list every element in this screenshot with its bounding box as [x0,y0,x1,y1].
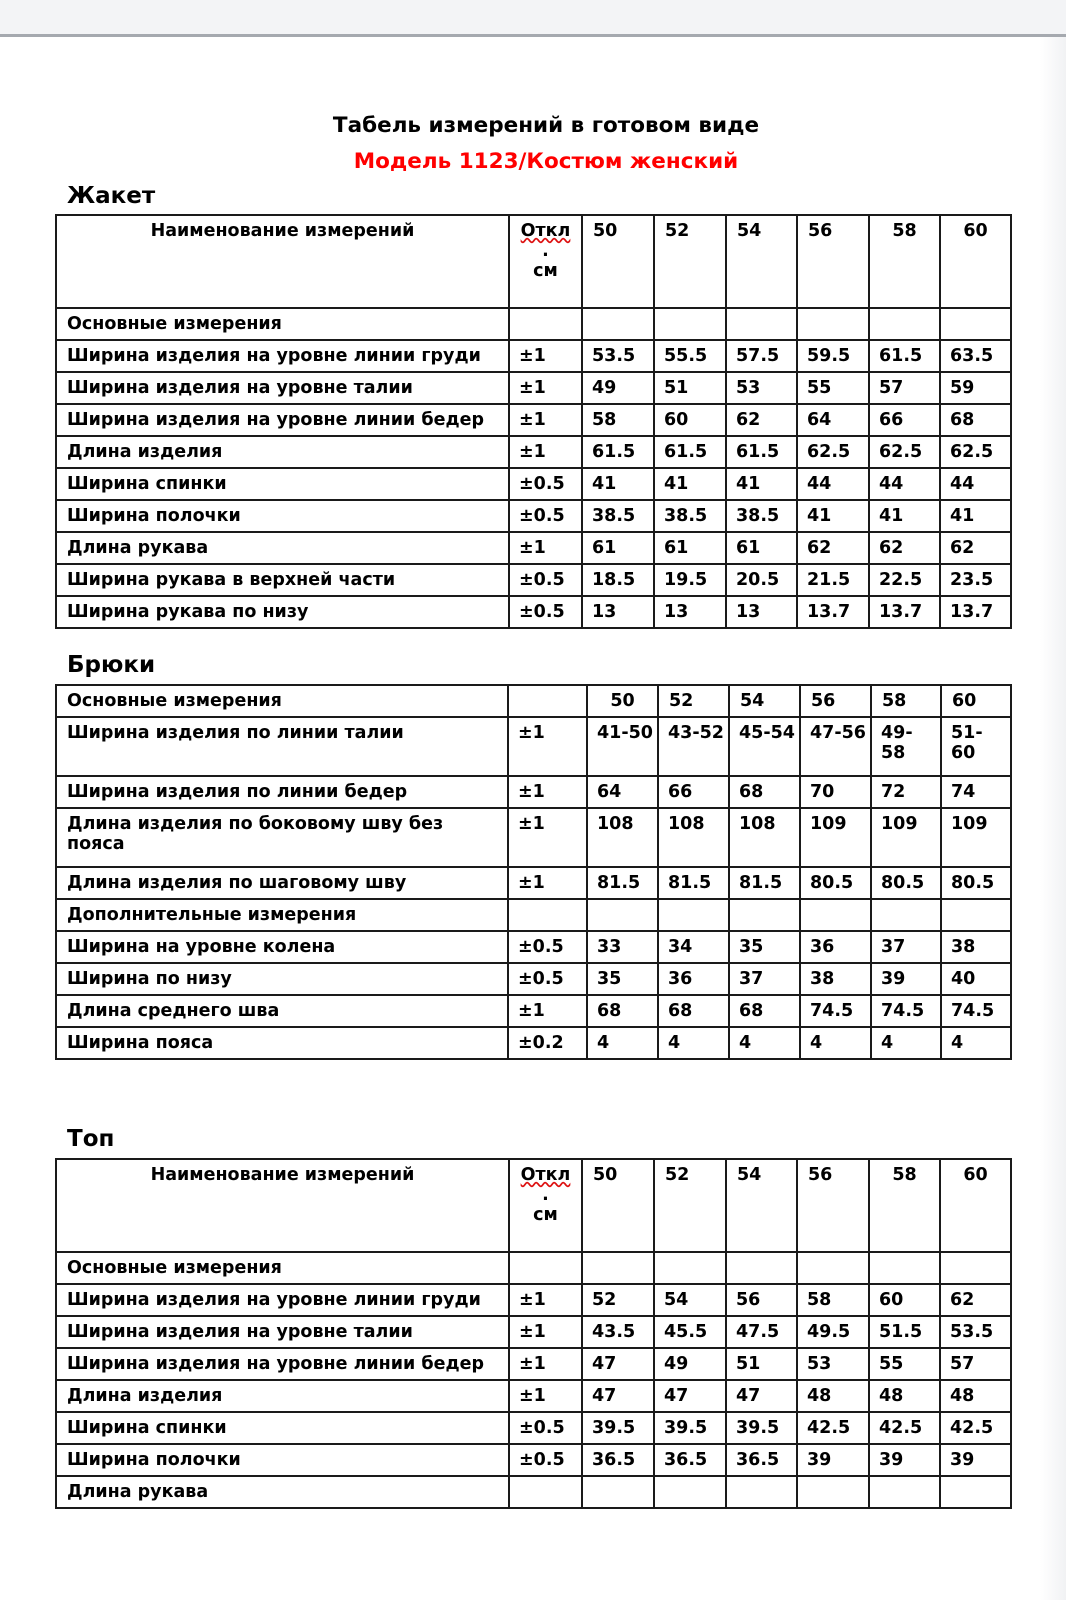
row-value: 47 [582,1380,654,1412]
row-tolerance: ±0.5 [509,1412,582,1444]
row-value: 39 [940,1444,1011,1476]
table-header-row [56,1159,1011,1252]
table-row [56,808,1011,867]
table-row [56,436,1011,468]
table-row [56,931,1011,963]
table-row [56,372,1011,404]
table-row [56,340,1011,372]
row-value: 55 [797,372,869,404]
row-value: 57.5 [726,340,797,372]
header-size: 56 [797,215,869,308]
row-name: Ширина изделия по линии бедер [56,776,508,808]
row-value: 22.5 [869,564,940,596]
row-name: Ширина изделия на уровне линии груди [56,340,509,372]
row-value: 13.7 [869,596,940,628]
row-value: 44 [797,468,869,500]
row-value: 70 [800,776,871,808]
row-value: 81.5 [729,867,800,899]
row-value: 4 [871,1027,941,1059]
table-row [56,1027,1011,1059]
page-edge-shadow [1040,37,1066,1600]
jacket-measurements-table [55,214,1012,629]
row-value: 49 [654,1348,726,1380]
row-value: 53 [797,1348,869,1380]
row-value: 33 [587,931,658,963]
table-row [56,1476,1011,1508]
row-value: 49-58 [871,717,941,776]
row-value: 55.5 [654,340,726,372]
row-value: 4 [658,1027,729,1059]
row-value: 41-50 [587,717,658,776]
header-size: 58 [871,685,941,717]
table-row [56,468,1011,500]
row-tolerance: ±1 [508,867,587,899]
header-size: 54 [726,215,797,308]
row-value: 41 [940,500,1011,532]
row-value: 35 [729,931,800,963]
row-value: 42.5 [797,1412,869,1444]
row-name: Ширина по низу [56,963,508,995]
row-value: 51.5 [869,1316,940,1348]
row-tolerance: ±0.5 [509,1444,582,1476]
row-tolerance: ±1 [509,1284,582,1316]
row-value: 80.5 [800,867,871,899]
row-name: Ширина изделия на уровне талии [56,372,509,404]
row-tolerance: ±1 [509,436,582,468]
row-value: 38.5 [726,500,797,532]
group-row [56,308,1011,340]
row-value: 108 [658,808,729,867]
header-size: 60 [941,685,1011,717]
row-value: 41 [582,468,654,500]
row-value: 49.5 [797,1316,869,1348]
row-tolerance: ±1 [508,995,587,1027]
row-value: 18.5 [582,564,654,596]
header-size: 60 [940,1159,1011,1252]
section-heading-pants: Брюки [67,652,156,678]
header-tolerance: Откл . см [509,215,582,308]
table-row [56,532,1011,564]
row-value: 19.5 [654,564,726,596]
row-tolerance: ±0.5 [509,468,582,500]
row-value: 48 [869,1380,940,1412]
row-name: Ширина полочки [56,1444,509,1476]
row-value: 64 [587,776,658,808]
row-tolerance: ±1 [508,776,587,808]
header-tolerance: Откл . см [509,1159,582,1252]
row-value: 47 [582,1348,654,1380]
table-row [56,1380,1011,1412]
header-size: 52 [658,685,729,717]
row-tolerance: ±1 [509,404,582,436]
row-tolerance: ±1 [509,1316,582,1348]
row-value: 61.5 [869,340,940,372]
row-name: Ширина изделия на уровне линии груди [56,1284,509,1316]
pants-rows [56,717,1011,899]
row-tolerance: ±0.5 [508,963,587,995]
header-size: 50 [587,685,658,717]
header-size: 52 [654,215,726,308]
row-tolerance: ±1 [509,532,582,564]
row-value: 53 [726,372,797,404]
row-value: 39 [871,963,941,995]
row-value: 108 [729,808,800,867]
row-value: 42.5 [869,1412,940,1444]
row-tolerance: ±0.5 [509,596,582,628]
row-tolerance: ±1 [508,808,587,867]
row-value: 61.5 [582,436,654,468]
table-row [56,717,1011,776]
row-value: 62.5 [797,436,869,468]
row-value: 39.5 [726,1412,797,1444]
row-value: 40 [941,963,1011,995]
group-row [56,899,1011,931]
row-name: Длина изделия [56,1380,509,1412]
row-name: Ширина изделия по линии талии [56,717,508,776]
table-header-row [56,215,1011,308]
group-label: Основные измерения [56,1252,509,1284]
row-value: 60 [869,1284,940,1316]
header-size: 56 [800,685,871,717]
row-value: 4 [800,1027,871,1059]
row-value: 41 [869,500,940,532]
group-row [56,1252,1011,1284]
row-value: 68 [587,995,658,1027]
row-value: 62 [726,404,797,436]
row-value: 74.5 [941,995,1011,1027]
row-value: 68 [940,404,1011,436]
row-value: 81.5 [658,867,729,899]
row-name: Ширина спинки [56,468,509,500]
row-value: 68 [729,776,800,808]
header-size: 50 [582,215,654,308]
row-value: 34 [658,931,729,963]
top-measurements-table [55,1158,1012,1509]
header-size: 58 [869,215,940,308]
row-value: 47 [726,1380,797,1412]
row-value: 56 [726,1284,797,1316]
row-value: 60 [654,404,726,436]
row-value: 44 [869,468,940,500]
row-value: 61.5 [726,436,797,468]
row-value: 68 [729,995,800,1027]
row-value: 62.5 [869,436,940,468]
row-name: Длина изделия по боковому шву без пояса [56,808,508,867]
row-value: 66 [658,776,729,808]
row-value: 13.7 [797,596,869,628]
row-value: 61 [726,532,797,564]
header-size: 54 [726,1159,797,1252]
row-value: 53.5 [582,340,654,372]
row-value: 45.5 [654,1316,726,1348]
row-value: 48 [940,1380,1011,1412]
row-value: 43.5 [582,1316,654,1348]
pants-measurements-table [55,684,1012,1060]
table-row [56,867,1011,899]
row-value: 36 [658,963,729,995]
row-value: 38 [800,963,871,995]
row-value: 23.5 [940,564,1011,596]
row-value: 58 [797,1284,869,1316]
header-size: 56 [797,1159,869,1252]
group-label: Основные измерения [56,685,508,717]
table-row [56,963,1011,995]
row-value: 43-52 [658,717,729,776]
group-label: Основные измерения [56,308,509,340]
row-value: 4 [587,1027,658,1059]
row-value: 37 [729,963,800,995]
row-value: 108 [587,808,658,867]
header-size: 52 [654,1159,726,1252]
row-tolerance: ±0.2 [508,1027,587,1059]
row-name: Ширина полочки [56,500,509,532]
document-title: Табель измерений в готовом виде [332,113,760,138]
row-value: 41 [797,500,869,532]
row-value: 54 [654,1284,726,1316]
jacket-rows [56,340,1011,628]
row-value: 59.5 [797,340,869,372]
group-label: Дополнительные измерения [56,899,508,931]
row-value: 47.5 [726,1316,797,1348]
row-tolerance: ±0.5 [509,500,582,532]
row-value: 72 [871,776,941,808]
header-size: 58 [869,1159,940,1252]
row-value: 62 [940,532,1011,564]
row-value: 109 [871,808,941,867]
row-value: 53.5 [940,1316,1011,1348]
header-size: 54 [729,685,800,717]
row-name: Длина рукава [56,1476,509,1508]
row-value: 66 [869,404,940,436]
row-value: 51-60 [941,717,1011,776]
table-row [56,1284,1011,1316]
row-value: 58 [582,404,654,436]
row-name: Ширина спинки [56,1412,509,1444]
model-title: Модель 1123/Костюм женский [353,149,739,174]
row-value: 62 [940,1284,1011,1316]
table-row [56,1316,1011,1348]
row-value: 36.5 [726,1444,797,1476]
row-tolerance: ±1 [509,1348,582,1380]
row-value: 51 [654,372,726,404]
row-value: 57 [869,372,940,404]
row-value: 45-54 [729,717,800,776]
row-value: 39.5 [654,1412,726,1444]
row-value: 44 [940,468,1011,500]
row-value: 41 [726,468,797,500]
table-row [56,995,1011,1027]
row-name: Ширина рукава в верхней части [56,564,509,596]
header-size: 50 [582,1159,654,1252]
row-value: 63.5 [940,340,1011,372]
table-row [56,1412,1011,1444]
row-name: Ширина изделия на уровне линии бедер [56,1348,509,1380]
row-name: Длина изделия [56,436,509,468]
row-name: Ширина пояса [56,1027,508,1059]
group-row [56,685,1011,717]
header-size: 60 [940,215,1011,308]
row-name: Длина рукава [56,532,509,564]
table-row [56,776,1011,808]
row-value: 42.5 [940,1412,1011,1444]
row-tolerance: ±1 [509,340,582,372]
row-name: Длина среднего шва [56,995,508,1027]
row-value: 13 [726,596,797,628]
row-name: Длина изделия по шаговому шву [56,867,508,899]
row-value: 41 [654,468,726,500]
row-value: 68 [658,995,729,1027]
row-value: 39 [797,1444,869,1476]
row-value: 81.5 [587,867,658,899]
row-value: 39 [869,1444,940,1476]
row-value: 80.5 [871,867,941,899]
table-row [56,1348,1011,1380]
row-value: 61 [654,532,726,564]
row-value: 13 [654,596,726,628]
row-name: Ширина изделия на уровне линии бедер [56,404,509,436]
row-value: 61 [582,532,654,564]
row-value: 62 [869,532,940,564]
row-tolerance: ±1 [508,717,587,776]
row-name: Ширина на уровне колена [56,931,508,963]
row-value: 80.5 [941,867,1011,899]
row-tolerance: ±1 [509,372,582,404]
row-tolerance: ±1 [509,1380,582,1412]
row-value: 36 [800,931,871,963]
row-value: 62.5 [940,436,1011,468]
section-heading-top: Топ [67,1126,115,1152]
table-row [56,1444,1011,1476]
table-row [56,500,1011,532]
row-value: 74 [941,776,1011,808]
row-value: 38.5 [654,500,726,532]
row-value: 39.5 [582,1412,654,1444]
row-value: 35 [587,963,658,995]
row-name: Ширина изделия на уровне талии [56,1316,509,1348]
table-row [56,404,1011,436]
row-value: 74.5 [871,995,941,1027]
row-value: 20.5 [726,564,797,596]
viewer-top-bar [0,0,1066,37]
row-tolerance: ±0.5 [509,564,582,596]
row-value: 36.5 [654,1444,726,1476]
row-value: 55 [869,1348,940,1380]
row-value: 52 [582,1284,654,1316]
row-value: 48 [797,1380,869,1412]
row-value: 64 [797,404,869,436]
row-value: 47-56 [800,717,871,776]
row-value: 49 [582,372,654,404]
row-value: 109 [941,808,1011,867]
table-row [56,596,1011,628]
row-value: 36.5 [582,1444,654,1476]
row-tolerance: ±0.5 [508,931,587,963]
row-name: Ширина рукава по низу [56,596,509,628]
row-value: 57 [940,1348,1011,1380]
row-value: 74.5 [800,995,871,1027]
row-value: 38.5 [582,500,654,532]
table-row [56,564,1011,596]
row-value: 13.7 [940,596,1011,628]
header-name: Наименование измерений [56,1159,509,1252]
row-value: 61.5 [654,436,726,468]
row-value: 62 [797,532,869,564]
row-value: 47 [654,1380,726,1412]
row-value: 37 [871,931,941,963]
header-name: Наименование измерений [56,215,509,308]
row-value: 51 [726,1348,797,1380]
row-value: 4 [941,1027,1011,1059]
row-value: 21.5 [797,564,869,596]
section-heading-jacket: Жакет [67,183,156,209]
row-value: 4 [729,1027,800,1059]
top-rows [56,1284,1011,1476]
row-value: 13 [582,596,654,628]
row-value: 59 [940,372,1011,404]
row-value: 109 [800,808,871,867]
row-value: 38 [941,931,1011,963]
pants-additional-rows [56,931,1011,1059]
